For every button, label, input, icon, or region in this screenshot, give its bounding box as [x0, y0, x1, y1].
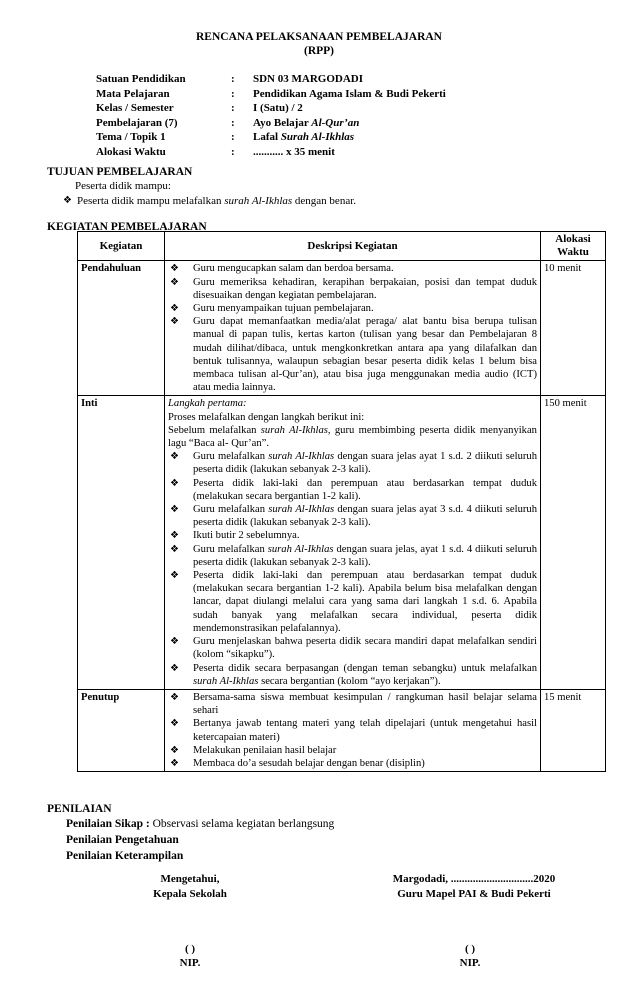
text-run: dengan suara jelas, ayat 1 s.d. 4 diikuti seluruh peserta didik (lakukan sebanyak 2-3 kali).: [193, 543, 537, 568]
list-item-text: Guru mengucapkan salam dan berdoa bersama.: [193, 263, 394, 275]
list-item: [168, 477, 537, 503]
text-run: Peserta didik laki-laki dan perempuan atau berdasarkan tempat duduk (melakukan secara bergantian 1-2 kali).: [193, 477, 537, 502]
text-run-italic: surah Al-Ikhlas: [267, 543, 334, 555]
text-run-italic: surah Al-Ikhlas: [268, 504, 335, 516]
list-item: [168, 262, 537, 275]
identity-value-text: ........... x 35 menit: [253, 145, 335, 158]
text-run-italic: surah Al-Ikhlas: [224, 195, 293, 207]
penilaian-sikap-text: Observasi selama kegiatan berlangsung: [152, 818, 335, 830]
list-item-text: Guru menyampaikan tujuan pembelajaran.: [193, 303, 374, 315]
signature-right-place-date: Margodadi, ..............................2020: [392, 873, 556, 885]
list-item: [168, 529, 537, 542]
row-label-penutup: Penutup: [78, 689, 165, 771]
text-run: Guru melafalkan: [193, 543, 268, 555]
identity-value: [253, 146, 335, 161]
row-desc-penutup: [165, 689, 541, 771]
penilaian-sikap-label: Penilaian Sikap :: [66, 818, 153, 830]
identity-key: Tema / Topik 1: [96, 131, 166, 144]
header-kegiatan: Kegiatan: [78, 232, 165, 261]
row-time-penutup: 15 menit: [541, 689, 606, 771]
list-item: [168, 543, 537, 569]
list-item: [168, 635, 537, 661]
header-deskripsi: Deskripsi Kegiatan: [165, 232, 541, 261]
row-label-pendahuluan: Pendahuluan: [78, 261, 165, 396]
signature-right-role: Guru Mapel PAI & Budi Pekerti: [397, 888, 551, 900]
identity-value: [253, 73, 363, 88]
list-item: [168, 302, 537, 315]
kegiatan-heading: KEGIATAN PEMBELAJARAN: [47, 221, 207, 233]
list-item-text: Melakukan penilaian hasil belajar: [193, 744, 337, 756]
identity-key: Mata Pelajaran: [96, 87, 170, 100]
identity-value-text: I (Satu) / 2: [253, 102, 303, 115]
text-run: dengan suara jelas ayat 3 s.d. 4 diikuti seluruh peserta didik (lakukan sebanyak 2-3 kali).: [193, 504, 537, 529]
identity-row: [96, 146, 446, 161]
signature-left-role: Kepala Sekolah: [153, 888, 227, 900]
text-run: Peserta didik laki-laki dan perempuan atau berdasarkan tempat duduk (melakukan secara bergantian 1-2 kali). Apabila belum bisa melafalkan dengan lancar, dapat diulangi melalui cara yang sama dari langkah 1 s.d. 6. Apabila sudah banyak yang melafalkan secara individual, peserta didik mendemonstrasikan pelafalannya).: [193, 570, 537, 634]
list-item-text: [193, 477, 537, 503]
list-item-text: [193, 662, 537, 688]
list-item-text: Guru dapat memanfaatkan media/alat peraga/ alat bantu bisa berupa tulisan manual di papan tulis, kertas karton (tulisan yang besar dan Pembelajaran 8 mudah dilihat/dibaca, untuk mengkonkretkan antara apa yang dilafalkan dan bentuk tulisannya, walaupun sebagian besar peserta didik kelas 1 belum bisa membaca tulisan al-Qur’an), atau bisa juga menggunakan media audio (ICT) atau media lainnya.: [193, 316, 537, 394]
signature-left-name: ( ): [184, 943, 196, 955]
identity-key: Alokasi Waktu: [96, 145, 166, 158]
row-desc-pendahuluan: [165, 261, 541, 396]
list-item-text: Guru memeriksa kehadiran, kerapihan berpakaian, posisi dan tempat duduk disesuaikan dengan kegiatan pembelajaran.: [193, 276, 537, 301]
list-item-text: Membaca do’a sesudah belajar dengan benar (disiplin): [193, 757, 425, 769]
diamond-bullet-icon: ❖: [170, 477, 179, 489]
document-subtitle: (RPP): [303, 45, 334, 57]
identity-row: [96, 102, 446, 117]
identity-row: [96, 117, 446, 132]
diamond-bullet-icon: ❖: [170, 718, 179, 730]
table-row: [78, 689, 606, 771]
tujuan-item: [63, 195, 356, 209]
identity-row: [96, 131, 446, 146]
signature-left-nip: NIP.: [179, 957, 201, 969]
identity-value: [253, 117, 359, 132]
list-item: [168, 315, 537, 394]
diamond-bullet-icon: ❖: [170, 263, 179, 275]
identity-value: [253, 131, 354, 146]
signature-left-line1: Mengetahui,: [160, 873, 220, 885]
identity-value-text: Ayo Belajar: [253, 116, 312, 129]
diamond-bullet-icon: ❖: [170, 303, 179, 315]
text-run-italic: surah Al-Ikhlas: [260, 424, 328, 436]
list-item: [168, 450, 537, 476]
identity-block: [96, 73, 446, 161]
penilaian-keterampilan: Penilaian Keterampilan: [66, 850, 184, 862]
list-item-text: [193, 635, 537, 661]
identity-value-italic: Al-Qur’an: [311, 116, 360, 129]
row-label-inti: Inti: [78, 396, 165, 689]
list-item-text: [193, 543, 537, 569]
signature-right-name: ( ): [464, 943, 476, 955]
text-run-italic: surah Al-Ikhlas: [268, 451, 335, 463]
diamond-bullet-icon: ❖: [170, 543, 179, 555]
identity-colon: :: [231, 73, 235, 85]
proses-text: Proses melafalkan dengan langkah berikut ini:: [168, 411, 365, 423]
penilaian-pengetahuan: Penilaian Pengetahuan: [66, 834, 179, 846]
langkah-label: Langkah pertama:: [168, 398, 247, 410]
text-run: Peserta didik mampu melafalkan: [77, 195, 225, 207]
list-item-text: [193, 529, 537, 542]
row-desc-inti: [165, 396, 541, 689]
text-run: Guru menjelaskan bahwa peserta didik secara mandiri dapat melafalkan sendiri (kolom “sikapku”).: [193, 636, 537, 661]
identity-value-text: Lafal: [253, 131, 281, 144]
table-row: [78, 396, 606, 689]
text-run: Sebelum melafalkan: [168, 424, 261, 436]
document-title: RENCANA PELAKSANAAN PEMBELAJARAN: [196, 31, 442, 43]
penilaian-heading: PENILAIAN: [47, 803, 112, 815]
diamond-bullet-icon: ❖: [170, 662, 179, 674]
identity-colon: :: [231, 102, 235, 115]
text-run: dengan benar.: [292, 195, 357, 207]
identity-key: Satuan Pendidikan: [96, 73, 186, 85]
diamond-bullet-icon: ❖: [170, 691, 179, 703]
identity-value-italic: Surah Al-Ikhlas: [280, 131, 355, 144]
identity-key: Pembelajaran (7): [96, 116, 178, 129]
list-item: [168, 744, 537, 757]
identity-colon: :: [231, 87, 235, 100]
identity-key: Kelas / Semester: [96, 102, 174, 115]
tujuan-intro: Peserta didik mampu:: [75, 180, 171, 192]
list-item-text: [193, 569, 537, 635]
text-run: secara bergantian (kolom “ayo kerjakan”).: [258, 675, 441, 687]
row-time-inti: 150 menit: [541, 396, 606, 689]
identity-value-text: Pendidikan Agama Islam & Budi Pekerti: [253, 87, 446, 100]
text-run: Ikuti butir 2 sebelumnya.: [193, 530, 300, 542]
list-item-text: [193, 450, 537, 476]
list-item: [168, 662, 537, 688]
text-run: , guru membimbing peserta didik menyanyikan lagu “Baca al- Qur’an”.: [168, 424, 537, 450]
diamond-bullet-icon: ❖: [63, 195, 72, 206]
text-run: dengan suara jelas ayat 1 s.d. 2 diikuti seluruh peserta didik (lakukan sebanyak 2-3 kali).: [193, 451, 537, 476]
diamond-bullet-icon: ❖: [170, 570, 179, 582]
tujuan-heading: TUJUAN PEMBELAJARAN: [47, 166, 193, 178]
text-run-italic: surah Al-Ikhlas: [193, 675, 259, 687]
table-row: [78, 261, 606, 396]
list-item: [168, 691, 537, 717]
diamond-bullet-icon: ❖: [170, 530, 179, 542]
row-time-pendahuluan: 10 menit: [541, 261, 606, 396]
identity-row: [96, 88, 446, 103]
identity-value: [253, 102, 303, 117]
list-item-text: Bertanya jawab tentang materi yang telah dipelajari (untuk mengetahui hasil ketercapaian materi): [193, 718, 537, 743]
diamond-bullet-icon: ❖: [170, 636, 179, 648]
tujuan-item-text: [77, 195, 356, 209]
identity-row: [96, 73, 446, 88]
diamond-bullet-icon: ❖: [170, 276, 179, 288]
table-header-row: [78, 232, 606, 261]
diamond-bullet-icon: ❖: [170, 316, 179, 328]
list-item-text: Bersama-sama siswa membuat kesimpulan / rangkuman hasil belajar selama sehari: [193, 691, 537, 717]
diamond-bullet-icon: ❖: [170, 744, 179, 756]
identity-colon: :: [231, 145, 235, 158]
list-item: [168, 276, 537, 302]
list-item: [168, 569, 537, 635]
diamond-bullet-icon: ❖: [170, 504, 179, 516]
list-item: [168, 717, 537, 743]
list-item-text: [193, 503, 537, 529]
list-item: [168, 503, 537, 529]
text-run: Guru melafalkan: [193, 451, 269, 463]
identity-colon: :: [231, 131, 235, 144]
header-alokasi: Alokasi Waktu: [541, 232, 606, 261]
list-item: [168, 757, 537, 770]
penilaian-sikap: [66, 817, 334, 831]
signature-right-nip: NIP.: [459, 957, 481, 969]
sebelum-text: [168, 424, 537, 450]
kegiatan-table: [77, 231, 606, 772]
text-run: Peserta didik secara berpasangan (dengan teman sebangku) untuk melafalkan: [193, 662, 537, 674]
diamond-bullet-icon: ❖: [170, 757, 179, 769]
text-run: Guru melafalkan: [193, 504, 269, 516]
diamond-bullet-icon: ❖: [170, 451, 179, 463]
identity-value: [253, 88, 446, 103]
identity-colon: :: [231, 116, 235, 129]
identity-value-text: SDN 03 MARGODADI: [253, 73, 363, 85]
